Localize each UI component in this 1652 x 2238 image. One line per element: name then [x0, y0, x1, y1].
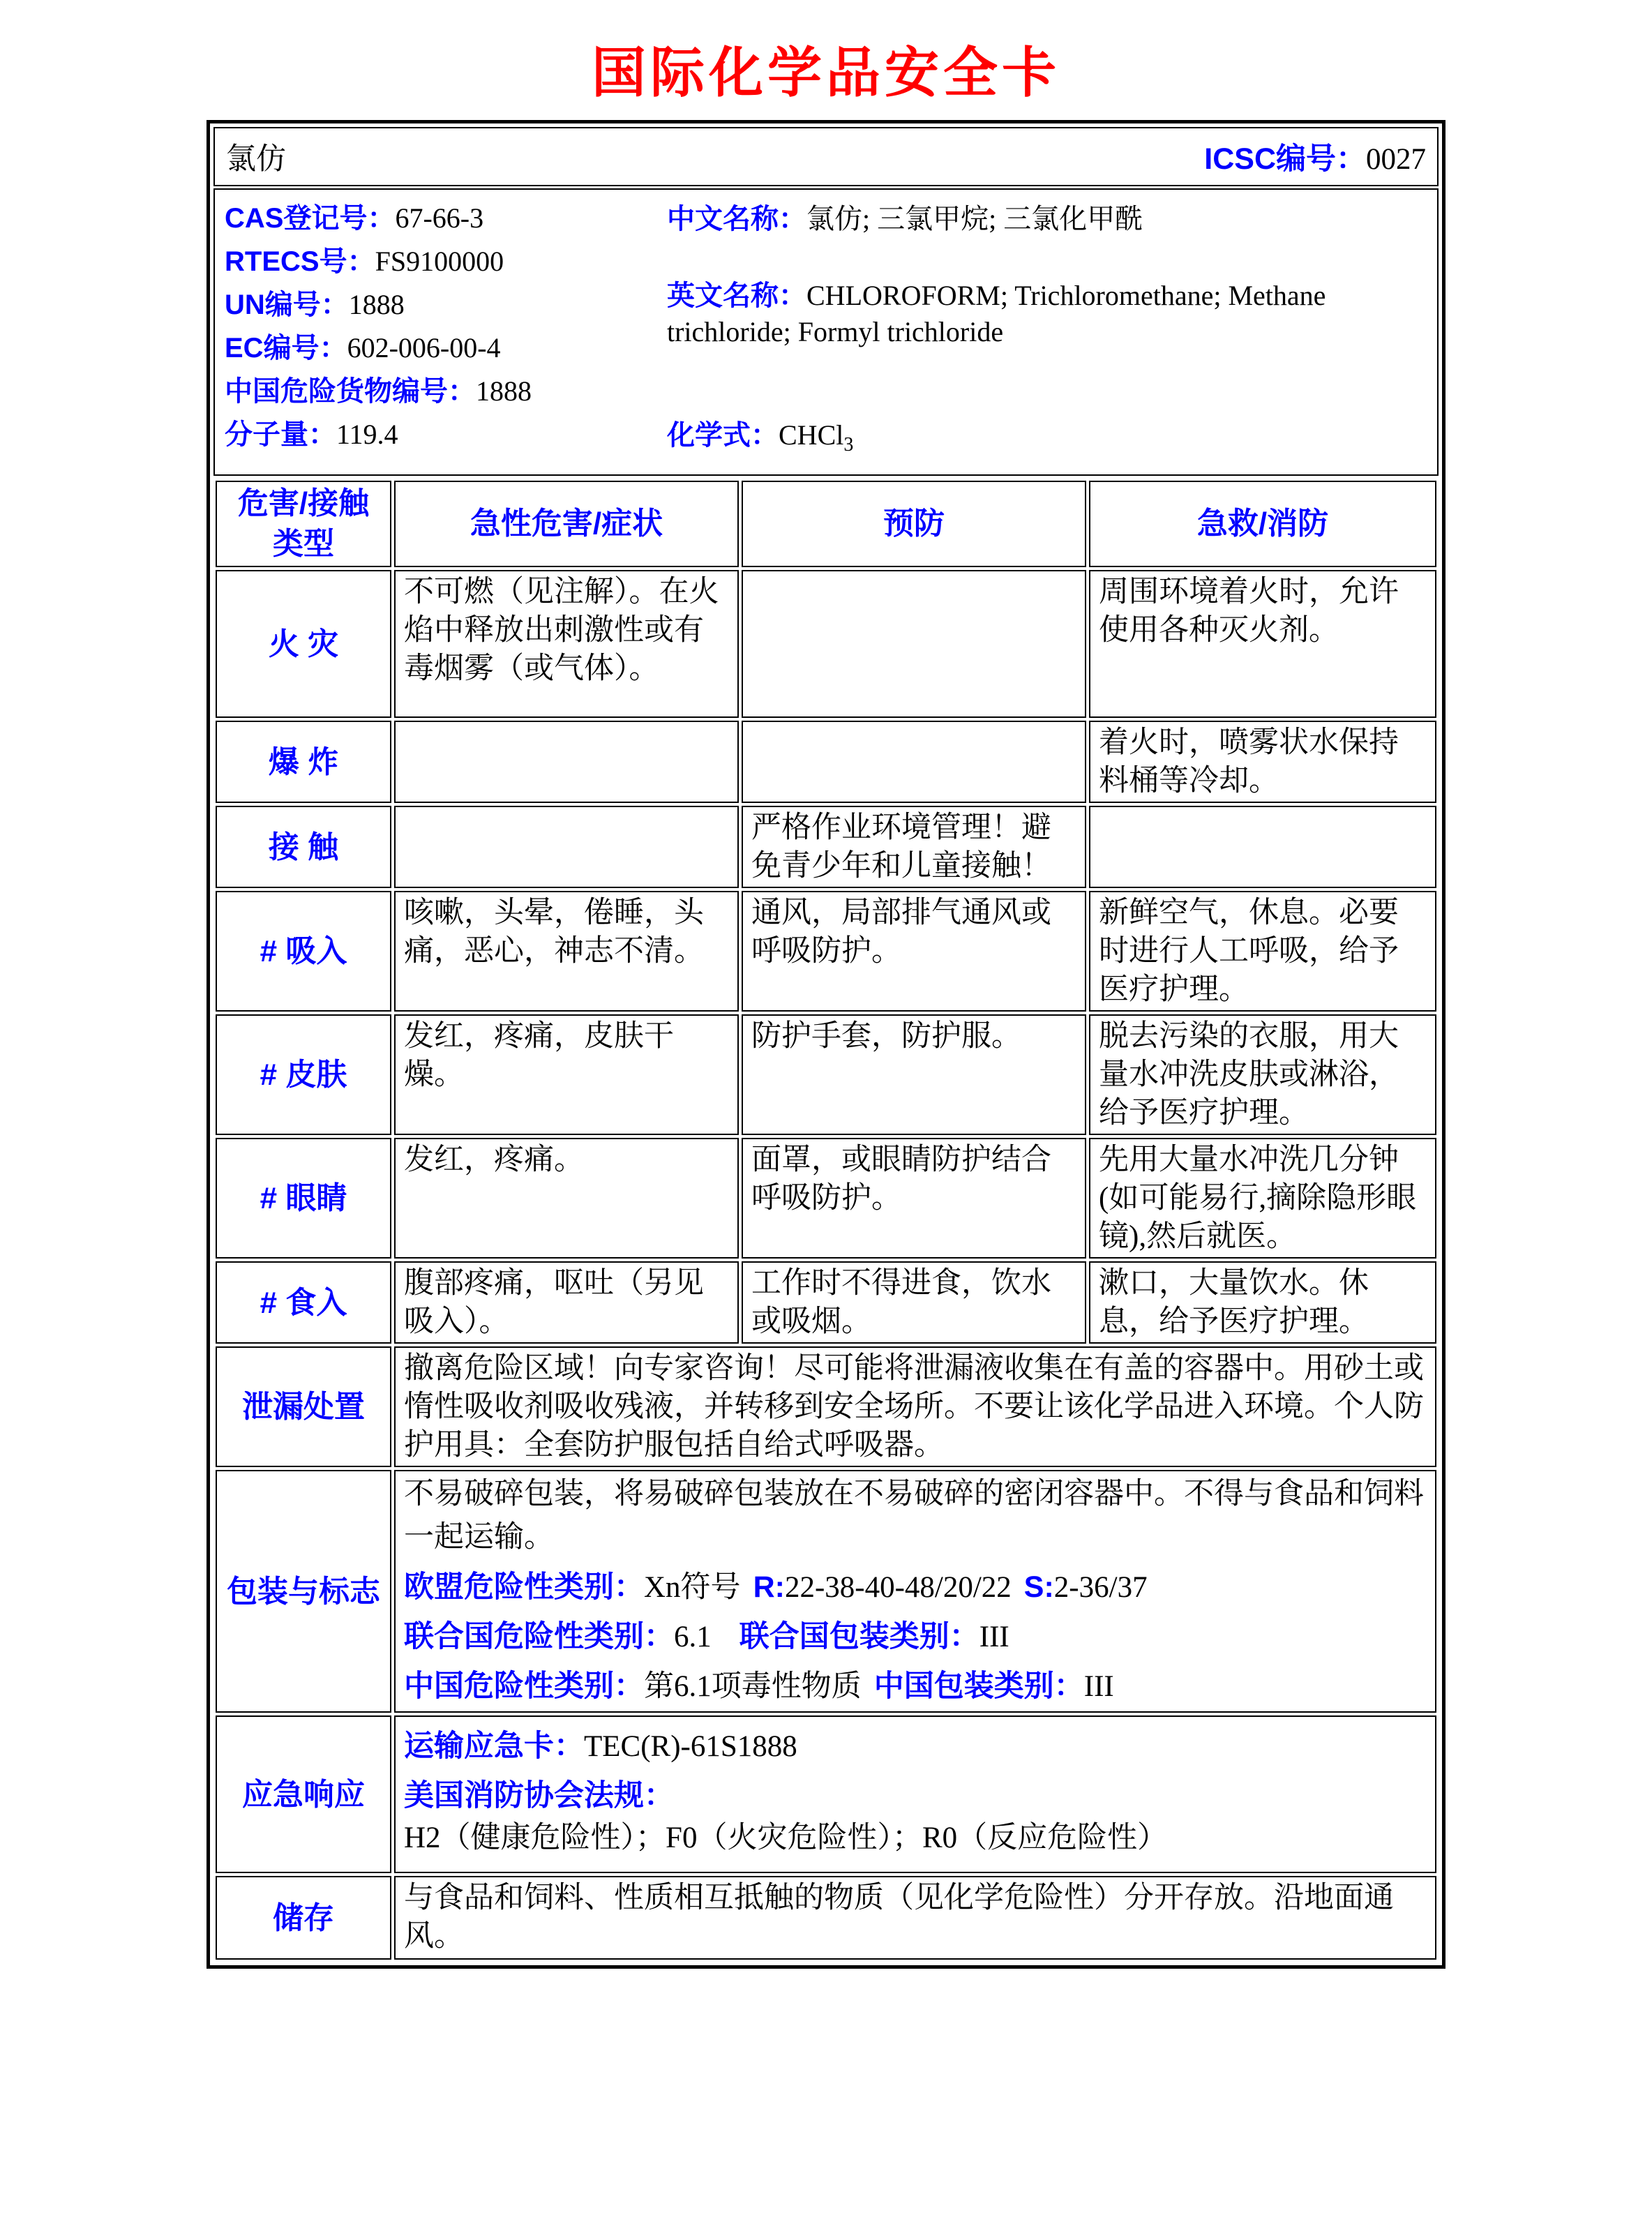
identifier-label: RTECS号： — [225, 246, 375, 277]
hazard-row — [216, 1014, 1436, 1135]
identifier-list — [225, 201, 663, 463]
cn-pack-label: 中国包装类别： — [873, 1669, 1084, 1703]
row-label-storage: 储存 — [216, 1876, 391, 1960]
hazard-row — [216, 1138, 1436, 1259]
row-label: # 食入 — [216, 1261, 391, 1344]
identifier-value: 119.4 — [336, 419, 398, 450]
identifier-line — [225, 374, 663, 409]
cell-first-aid: 先用大量水冲洗几分钟(如可能易行,摘除隐形眼镜),然后就医。 — [1089, 1138, 1436, 1259]
icsc-number-label: ICSC编号： — [1204, 142, 1366, 176]
header-hazard-type: 危害/接触 类型 — [216, 481, 391, 567]
row-label-packaging: 包装与标志 — [216, 1470, 391, 1713]
r-phrases-label: R: — [753, 1570, 785, 1604]
emergency-cell — [394, 1715, 1436, 1873]
row-label: 接 触 — [216, 806, 391, 888]
english-names-label: 英文名称： — [667, 280, 806, 311]
eu-symbol: Xn符号 — [644, 1571, 741, 1604]
identifier-value: 602-006-00-4 — [347, 332, 501, 363]
chemical-name-cn: 氯仿 — [226, 143, 286, 176]
cell-symptoms: 发红，疼痛，皮肤干燥。 — [394, 1014, 739, 1135]
cn-class-value: 第6.1项毒性物质 — [644, 1670, 862, 1703]
page-title: 国际化学品安全卡 — [591, 42, 1060, 103]
tec-line — [404, 1725, 1427, 1768]
header-symptoms: 急性危害/症状 — [394, 481, 739, 567]
cell-symptoms — [394, 721, 739, 803]
header-first-aid: 急救/消防 — [1089, 481, 1436, 567]
row-label: 爆 炸 — [216, 721, 391, 803]
hazard-row — [216, 891, 1436, 1012]
un-pack-value: III — [979, 1621, 1009, 1653]
cell-symptoms — [394, 806, 739, 888]
identifier-label: UN编号： — [225, 290, 349, 320]
cell-first-aid: 周围环境着火时，允许使用各种灭火剂。 — [1089, 570, 1436, 718]
cn-pack-value: III — [1083, 1670, 1114, 1703]
cell-prevention: 工作时不得进食，饮水或吸烟。 — [742, 1261, 1086, 1344]
row-label-emergency: 应急响应 — [216, 1715, 391, 1873]
tec-value: TEC(R)-61S1888 — [584, 1730, 797, 1763]
un-pack-label: 联合国包装类别： — [739, 1620, 979, 1653]
formula-subscript: 3 — [843, 434, 854, 456]
cn-class-label: 中国危险性类别： — [404, 1669, 644, 1703]
safety-card — [206, 120, 1446, 1969]
names-block — [663, 201, 1430, 463]
identifier-line — [225, 244, 663, 279]
cell-prevention — [742, 721, 1086, 803]
name-header-row — [213, 127, 1439, 186]
s-phrases-value: 2-36/37 — [1053, 1571, 1148, 1604]
un-class-label: 联合国危险性类别： — [404, 1620, 674, 1653]
cell-symptoms: 腹部疼痛，呕吐（另见吸入）。 — [394, 1261, 739, 1344]
cell-symptoms: 不可燃（见注解）。在火焰中释放出刺激性或有毒烟雾（或气体）。 — [394, 570, 739, 718]
hazard-table-head — [216, 481, 1436, 567]
hazard-header-row — [216, 481, 1436, 567]
hazard-row — [216, 721, 1436, 803]
un-classification-line — [404, 1616, 1427, 1658]
hazard-row — [216, 1261, 1436, 1344]
storage-text: 与食品和饲料、性质相互抵触的物质（见化学危险性）分开存放。沿地面通风。 — [394, 1876, 1436, 1960]
row-label: # 吸入 — [216, 891, 391, 1012]
spill-row — [216, 1346, 1436, 1467]
identifier-value: 67-66-3 — [395, 202, 484, 234]
english-names-line — [667, 278, 1337, 350]
cell-prevention: 通风，局部排气通风或呼吸防护。 — [742, 891, 1086, 1012]
cn-classification-line — [404, 1665, 1427, 1708]
packaging-transport-note: 不易破碎包装，将易破碎包装放在不易破碎的密闭容器中。不得与食品和饲料一起运输。 — [404, 1478, 1424, 1554]
eu-classification-line — [404, 1566, 1427, 1609]
cell-first-aid: 新鲜空气，休息。必要时进行人工呼吸，给予医疗护理。 — [1089, 891, 1436, 1012]
icsc-number — [1204, 135, 1426, 178]
row-label: 火 灾 — [216, 570, 391, 718]
hazard-row — [216, 570, 1436, 718]
cell-prevention: 防护手套，防护服。 — [742, 1014, 1086, 1135]
cell-first-aid: 脱去污染的衣服，用大量水冲洗皮肤或淋浴，给予医疗护理。 — [1089, 1014, 1436, 1135]
spill-text: 撤离危险区域！向专家咨询！尽可能将泄漏液收集在有盖的容器中。用砂土或惰性吸收剂吸收残液，并转移到安全场所。不要让该化学品进入环境。个人防护用具：全套防护服包括自给式呼吸器。 — [394, 1346, 1436, 1467]
identifier-line — [225, 417, 663, 452]
cell-prevention: 严格作业环境管理！避免青少年和儿童接触！ — [742, 806, 1086, 888]
row-label-spill: 泄漏处置 — [216, 1346, 391, 1467]
hazard-table — [213, 478, 1439, 1962]
packaging-cell — [394, 1470, 1436, 1713]
hazard-row — [216, 806, 1436, 888]
tec-label: 运输应急卡： — [404, 1729, 584, 1763]
formula-value: CHCl — [779, 419, 844, 451]
identifier-label: EC编号： — [225, 333, 347, 363]
chinese-names-line — [667, 201, 1430, 237]
chinese-names-label: 中文名称： — [667, 204, 806, 234]
eu-class-label: 欧盟危险性类别： — [404, 1570, 644, 1604]
nfpa-value: H2（健康危险性）；F0（火灾危险性）；R0（反应危险性） — [404, 1822, 1168, 1854]
r-phrases-value: 22-38-40-48/20/22 — [784, 1571, 1012, 1604]
identifier-line — [225, 287, 663, 322]
header-prevention: 预防 — [742, 481, 1086, 567]
identifier-label: CAS登记号： — [225, 203, 396, 234]
icsc-number-value: 0027 — [1366, 143, 1426, 176]
nfpa-label: 美国消防协会法规： — [404, 1779, 674, 1812]
row-label: # 眼睛 — [216, 1138, 391, 1259]
hazard-rows — [216, 570, 1436, 1344]
cell-first-aid: 着火时，喷雾状水保持料桶等冷却。 — [1089, 721, 1436, 803]
cell-first-aid: 漱口，大量饮水。休息，给予医疗护理。 — [1089, 1261, 1436, 1344]
packaging-row — [216, 1470, 1436, 1713]
identifier-line — [225, 331, 663, 366]
hazard-special-rows — [216, 1346, 1436, 1960]
identifier-label: 分子量： — [225, 419, 336, 450]
identifier-line — [225, 201, 663, 236]
cell-prevention — [742, 570, 1086, 718]
nfpa-line — [404, 1775, 1427, 1859]
cell-symptoms: 发红，疼痛。 — [394, 1138, 739, 1259]
english-names-value: CHLOROFORM; Trichloromethane; Methane trichloride; Formyl trichloride — [667, 280, 1326, 347]
identifier-value: 1888 — [348, 289, 405, 320]
s-phrases-label: S: — [1023, 1570, 1054, 1604]
chinese-names-value: 氯仿; 三氯甲烷; 三氯化甲酰 — [806, 203, 1143, 234]
identifier-value: 1888 — [476, 375, 532, 407]
row-label: # 皮肤 — [216, 1014, 391, 1135]
formula-label: 化学式： — [667, 420, 779, 451]
emergency-row — [216, 1715, 1436, 1873]
identifier-label: 中国危险货物编号： — [225, 376, 476, 407]
cell-first-aid — [1089, 806, 1436, 888]
identification-section — [213, 188, 1439, 476]
un-class-value: 6.1 — [674, 1621, 712, 1653]
cell-prevention: 面罩，或眼睛防护结合呼吸防护。 — [742, 1138, 1086, 1259]
formula-line — [667, 417, 1430, 463]
storage-row — [216, 1876, 1436, 1960]
cell-symptoms: 咳嗽，头晕，倦睡，头痛，恶心，神志不清。 — [394, 891, 739, 1012]
identifier-value: FS9100000 — [375, 246, 504, 277]
